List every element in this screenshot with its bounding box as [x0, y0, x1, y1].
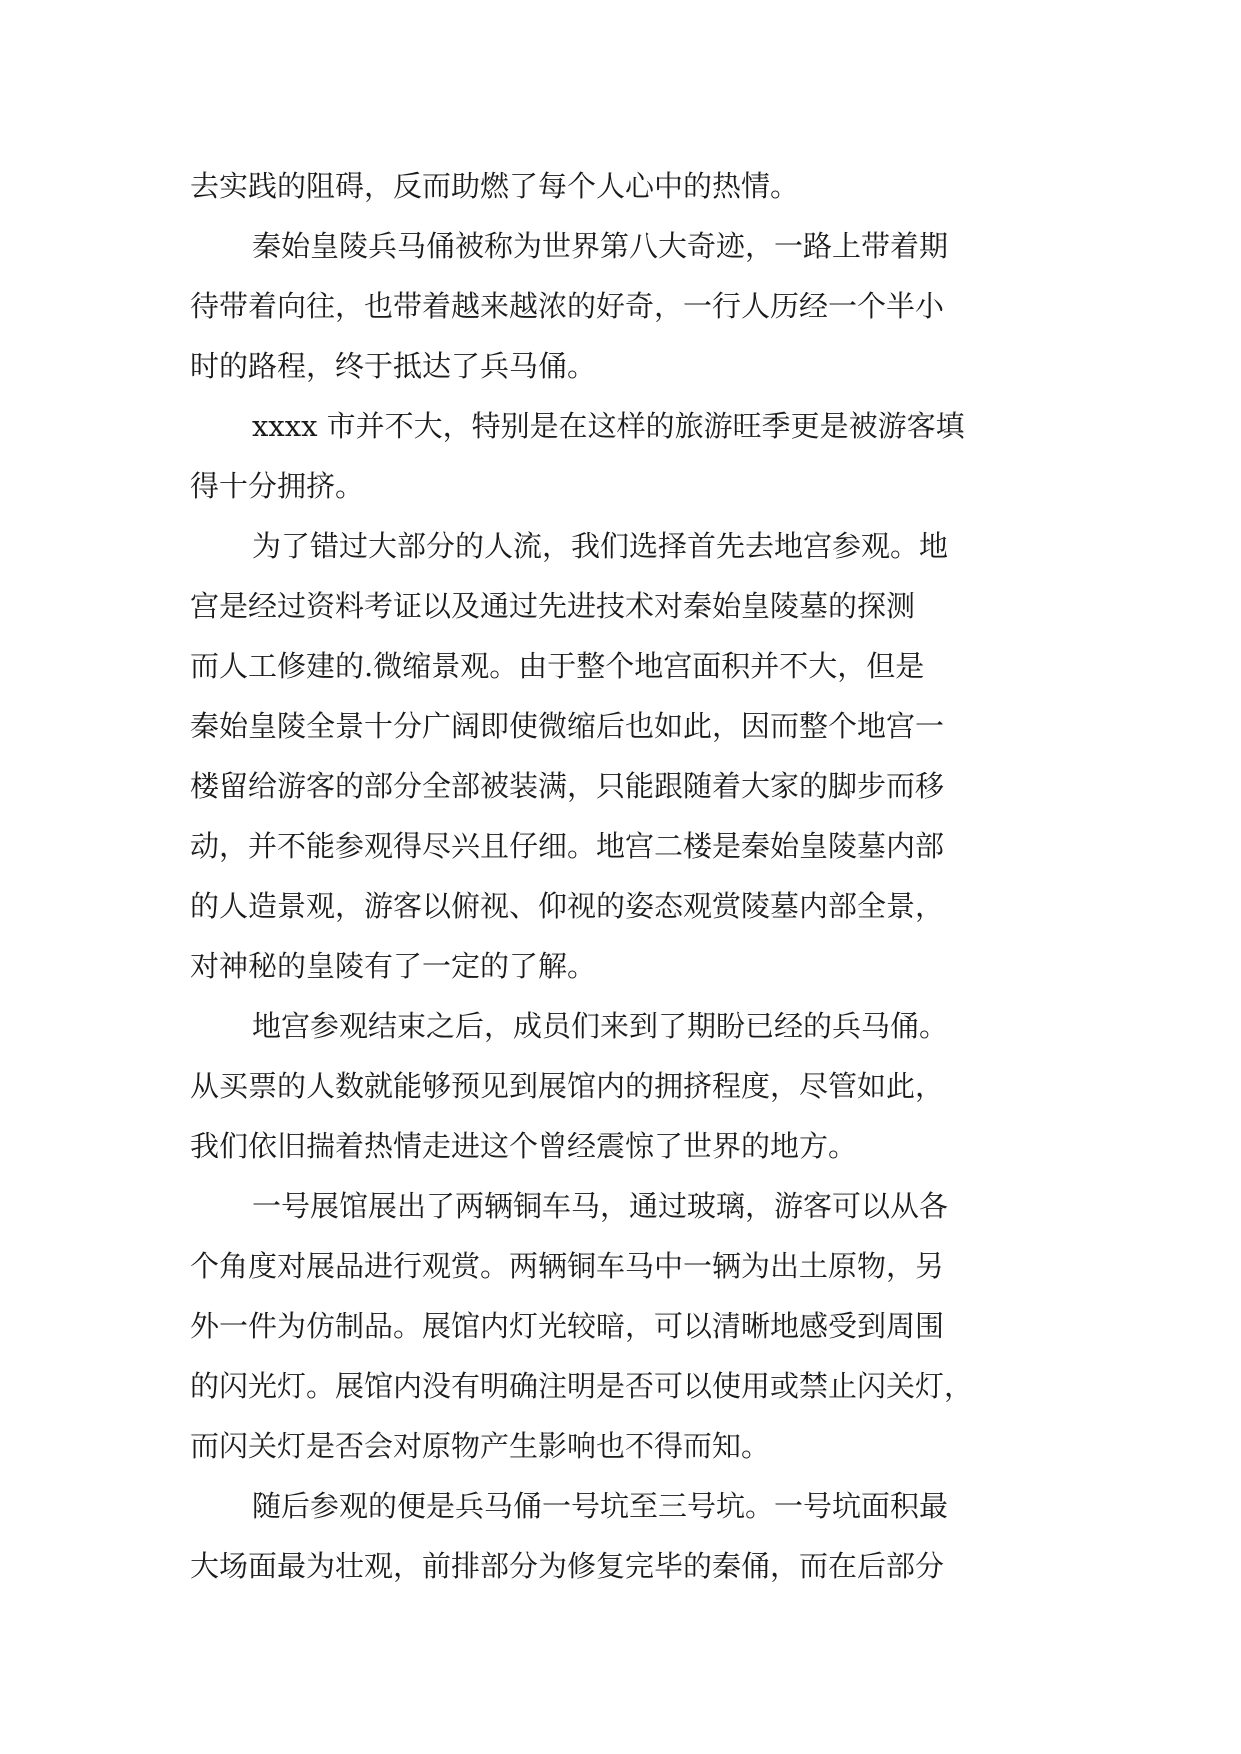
paragraph	[190, 516, 1052, 996]
text-line: 地宫参观结束之后，成员们来到了期盼已经的兵马俑。	[252, 1009, 949, 1043]
text-line: 而人工修建的.微缩景观。由于整个地宫面积并不大，但是	[190, 649, 925, 683]
text-line: 而闪关灯是否会对原物产生影响也不得而知。	[190, 1429, 771, 1463]
document-body	[190, 156, 1052, 1596]
text-line: 个角度对展品进行观赏。两辆铜车马中一辆为出土原物，另	[190, 1249, 945, 1283]
text-line: 大场面最为壮观，前排部分为修复完毕的秦俑，而在后部分	[190, 1549, 945, 1583]
text-line: 宫是经过资料考证以及通过先进技术对秦始皇陵墓的探测	[190, 589, 916, 623]
paragraph	[190, 216, 1052, 396]
text-line: xxxx 市并不大，特别是在这样的旅游旺季更是被游客填	[252, 409, 965, 443]
text-line: 为了错过大部分的人流，我们选择首先去地宫参观。地	[252, 529, 949, 563]
text-line: 去实践的阻碍，反而助燃了每个人心中的热情。	[190, 169, 800, 203]
paragraph	[190, 996, 1052, 1176]
text-line: 楼留给游客的部分全部被装满，只能跟随着大家的脚步而移	[190, 769, 945, 803]
paragraph	[190, 1476, 1052, 1596]
text-line: 待带着向往，也带着越来越浓的好奇，一行人历经一个半小	[190, 289, 945, 323]
text-line: 我们依旧揣着热情走进这个曾经震惊了世界的地方。	[190, 1129, 858, 1163]
text-line: 的闪光灯。展馆内没有明确注明是否可以使用或禁止闪关灯，	[190, 1369, 974, 1403]
text-line: 时的路程，终于抵达了兵马俑。	[190, 349, 597, 383]
text-line: 动，并不能参观得尽兴且仔细。地宫二楼是秦始皇陵墓内部	[190, 829, 945, 863]
text-line: 随后参观的便是兵马俑一号坑至三号坑。一号坑面积最	[252, 1489, 949, 1523]
text-line: 得十分拥挤。	[190, 469, 365, 503]
paragraph	[190, 156, 1052, 216]
text-line: 从买票的人数就能够预见到展馆内的拥挤程度，尽管如此，	[190, 1069, 945, 1103]
text-line: 秦始皇陵全景十分广阔即使微缩后也如此，因而整个地宫一	[190, 709, 945, 743]
paragraph	[190, 396, 1052, 516]
text-line: 外一件为仿制品。展馆内灯光较暗，可以清晰地感受到周围	[190, 1309, 945, 1343]
paragraph	[190, 1176, 1052, 1476]
text-line: 的人造景观，游客以俯视、仰视的姿态观赏陵墓内部全景，	[190, 889, 945, 923]
text-line: 对神秘的皇陵有了一定的了解。	[190, 949, 597, 983]
text-line: 一号展馆展出了两辆铜车马，通过玻璃，游客可以从各	[252, 1189, 949, 1223]
text-line: 秦始皇陵兵马俑被称为世界第八大奇迹，一路上带着期	[252, 229, 949, 263]
